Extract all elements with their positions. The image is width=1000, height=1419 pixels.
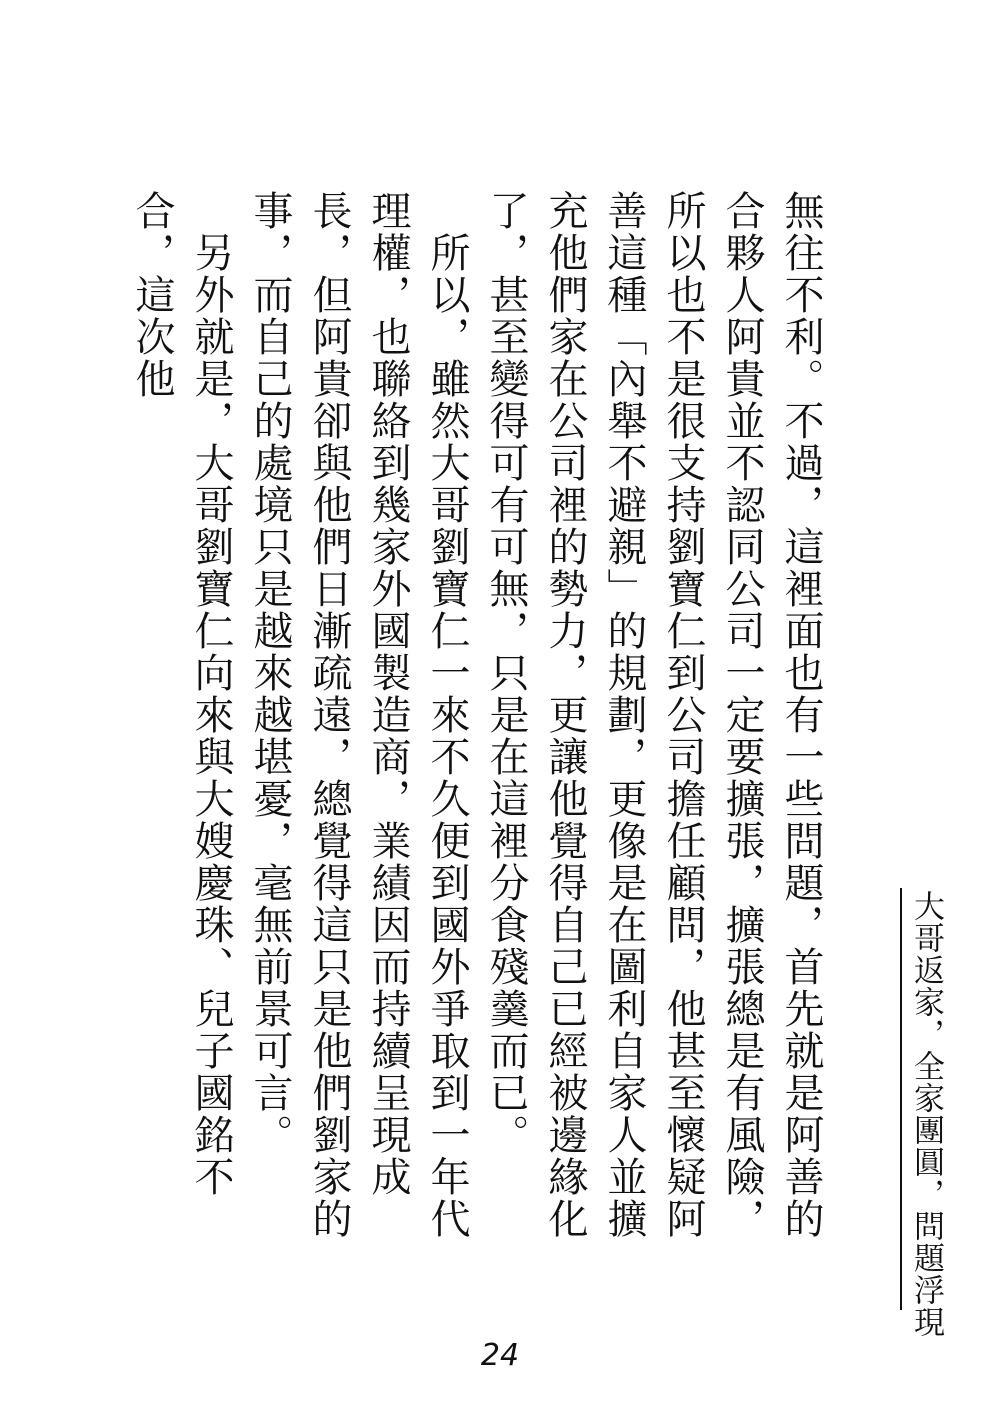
paragraph-3: 另外就是，大哥劉寶仁向來與大嫂慶珠、兒子國銘不合，這次他 [129, 190, 234, 1198]
paragraph-1: 無往不利。不過，這裡面也有一些問題，首先就是阿善的合夥人阿貴並不認同公司一定要擴張，擴張總是有風險，所以也不是很支持劉寶仁到公司擔任顧問，他甚至懷疑阿善這種「內舉不避親」的規劃，更像是在圖利自家人並擴充他們家在公司裡的勢力，更讓他覺得自己已經被邊緣化了，甚至變得可有可無，只是在這裡分食殘羹而已。 [483, 190, 824, 1240]
running-header: 大哥返家，全家團圓，問題浮現 [908, 890, 944, 1338]
paragraph-2: 所以，雖然大哥劉寶仁一來不久便到國外爭取到一年代理權，也聯絡到幾家外國製造商，業績因而持續呈現成長，但阿貴卻與他們日漸疏遠，總覺得這只是他們劉家的事，而自己的處境只是越來越堪憂，毫無前景可言。 [247, 190, 470, 1240]
body-text [122, 190, 830, 1250]
page-number: 24 [480, 1338, 520, 1373]
header-rule [900, 888, 902, 1310]
